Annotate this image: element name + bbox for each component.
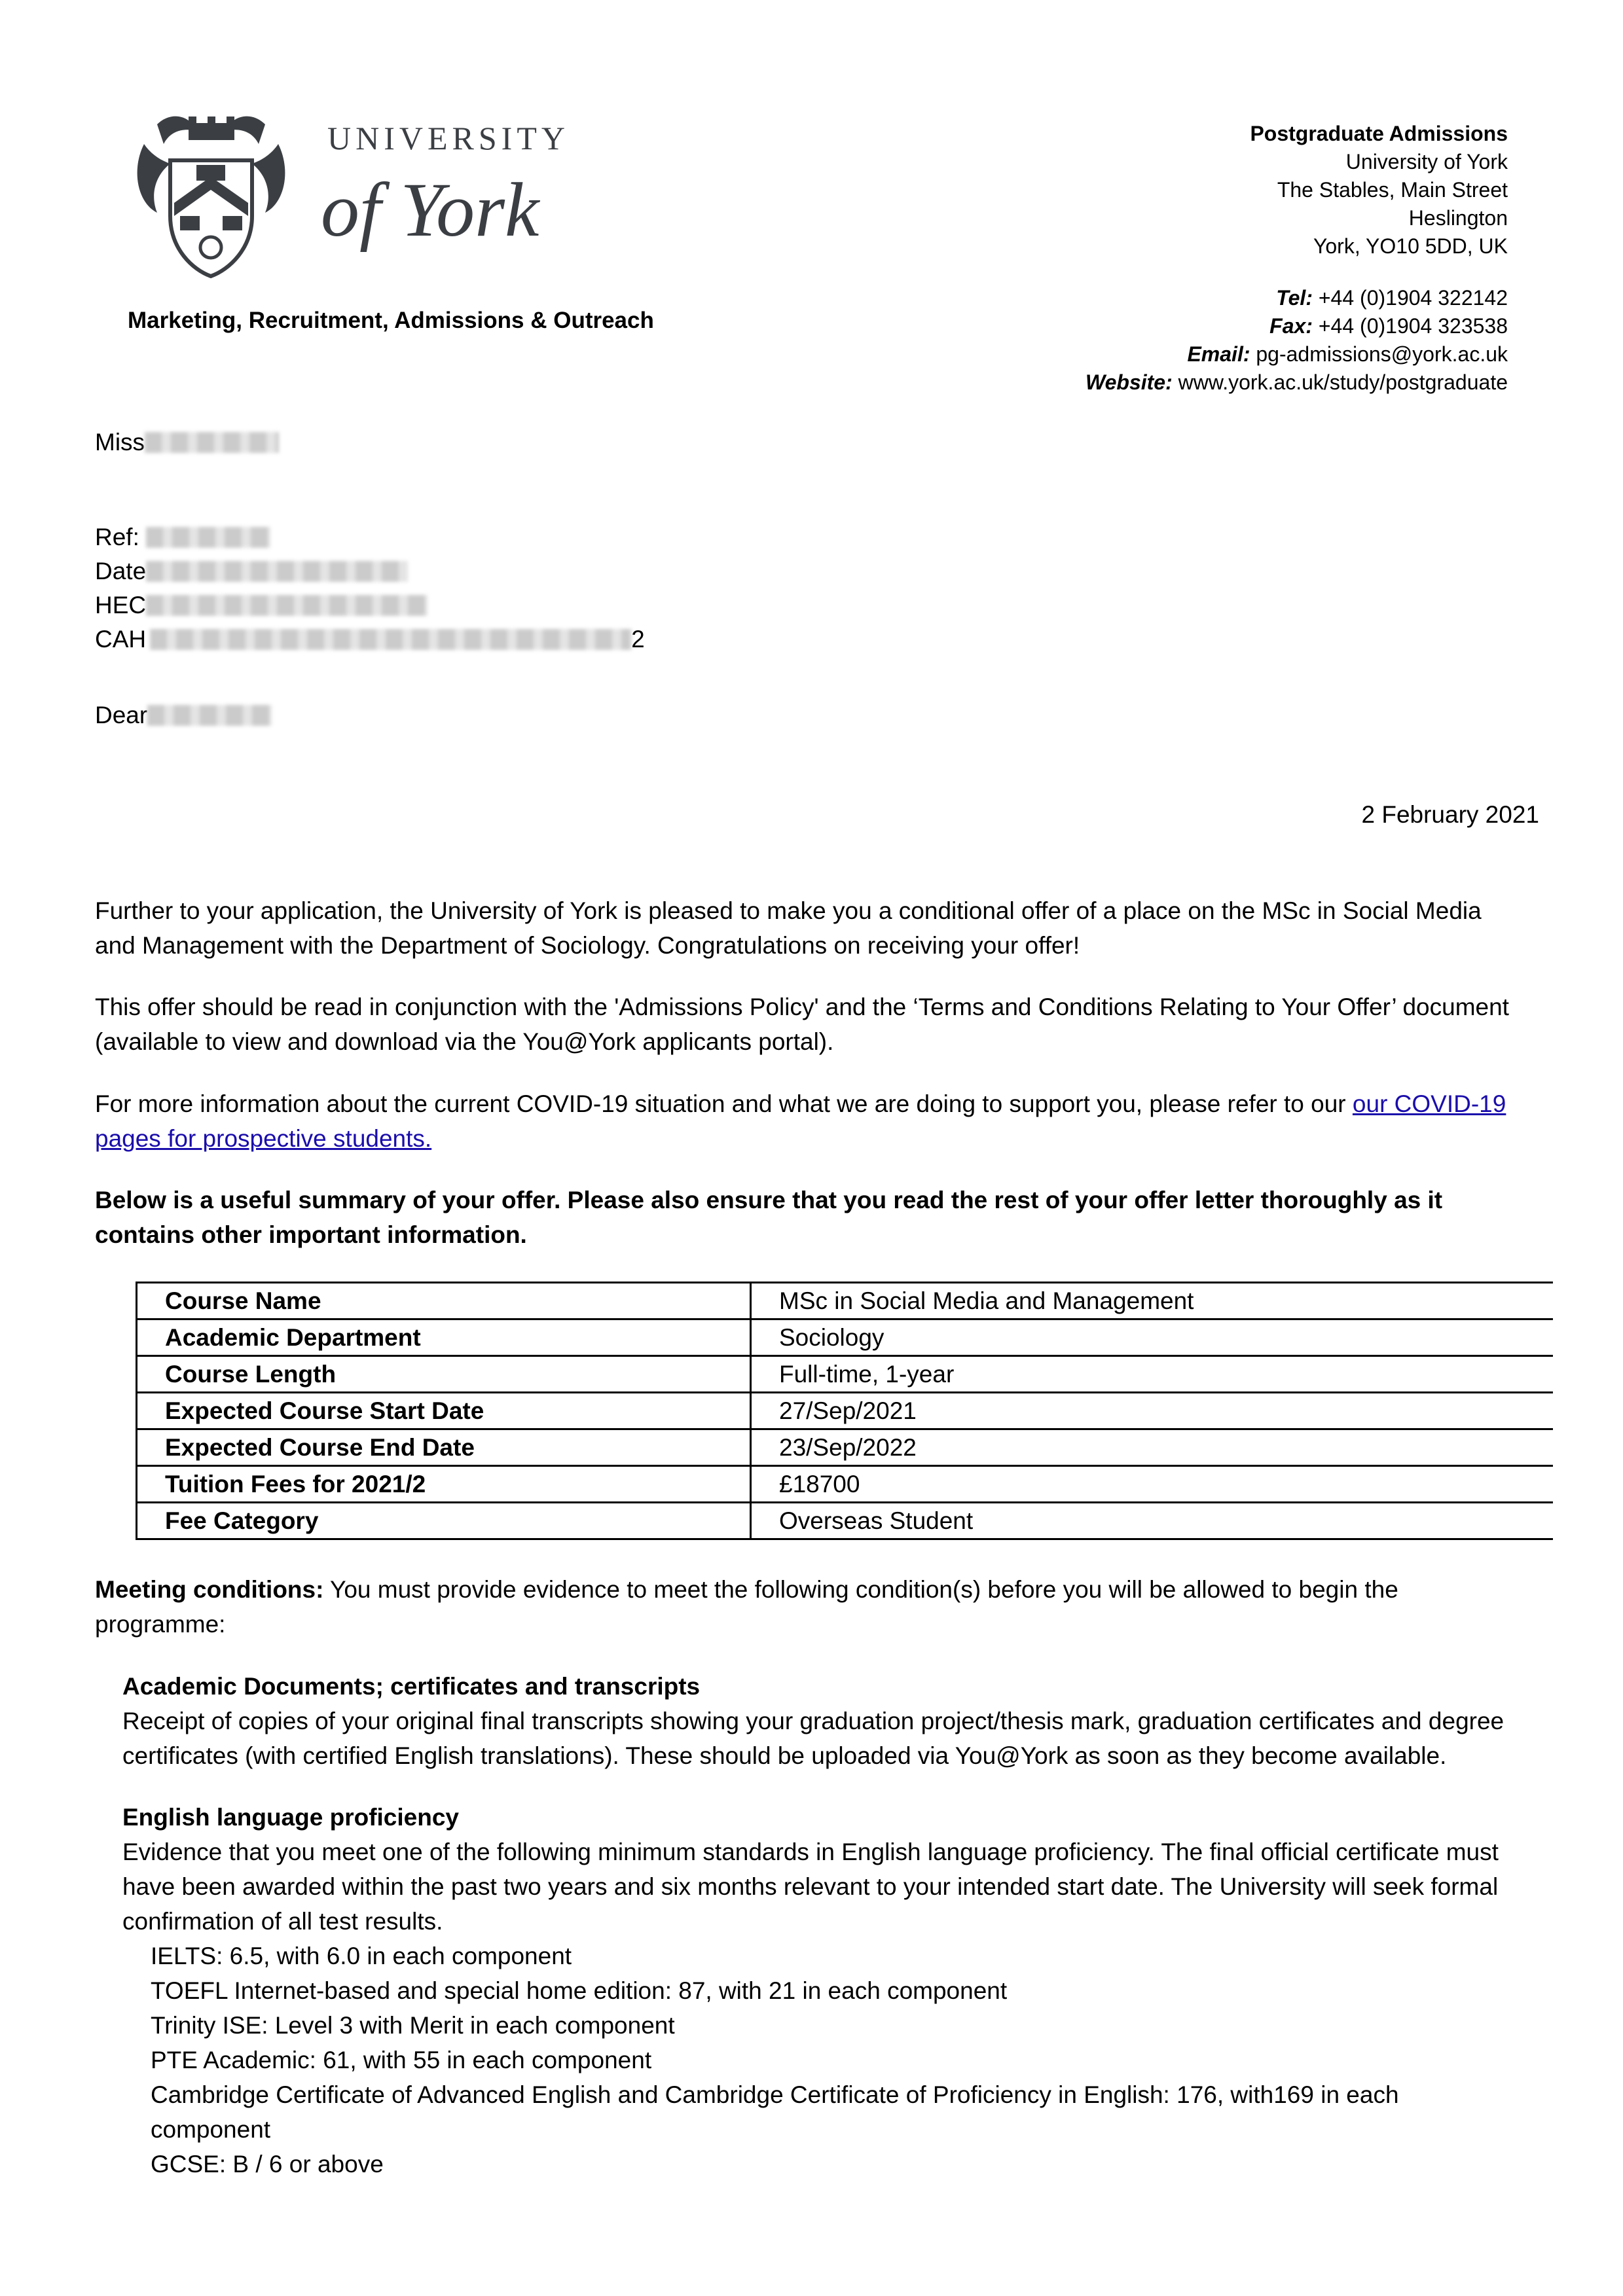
row-value: Full-time, 1-year [751,1356,1554,1393]
letter-date: 2 February 2021 [1361,801,1539,828]
list-item: PTE Academic: 61, with 55 in each component [151,2047,652,2073]
english-condition [122,1800,1517,1939]
address-line: York, YO10 5DD, UK [1313,234,1508,258]
ref-label: Ref: [95,524,139,550]
dear-label: Dear [95,702,148,728]
website-line [1085,368,1508,397]
row-value: 27/Sep/2021 [751,1393,1554,1429]
cah-line [95,626,645,653]
conditions-text: You must provide evidence to meet the following condition(s) before you will be allowed to begin the programme: [95,1576,1398,1638]
list-item: Cambridge Certificate of Advanced English and Cambridge Certificate of Proficiency in English: 176, with169 in each component [151,2081,1399,2143]
tel-label: Tel: [1276,286,1313,310]
hec-line [95,592,428,619]
recipient-name [95,429,279,456]
cah-suffix: 2 [631,626,645,653]
row-label: Fee Category [137,1503,751,1539]
table-row [137,1429,1554,1466]
date-prefix: Date [95,558,147,584]
row-value: Overseas Student [751,1503,1554,1539]
row-label: Expected Course End Date [137,1429,751,1466]
table-row [137,1283,1554,1319]
academic-text: Receipt of copies of your original final transcripts showing your graduation project/thesis mark, graduation certificates and degree certificates (with certified English translations). These should be uploaded via You@York as soon as they become available. [122,1708,1504,1769]
covid-text: For more information about the current COVID-19 situation and what we are doing to support you, please refer to our [95,1090,1353,1117]
email-line [1085,340,1508,368]
logo-line2: of York [321,167,539,253]
table-row [137,1393,1554,1429]
cah-prefix: CAH [95,626,147,653]
address-block [1085,120,1508,397]
table-row [137,1503,1554,1539]
logo-line1: UNIVERSITY [327,120,570,156]
list-item: Trinity ISE: Level 3 with Merit in each component [151,2012,675,2039]
conditions-intro [95,1572,1522,1641]
row-label: Academic Department [137,1319,751,1356]
english-text: Evidence that you meet one of the following minimum standards in English language proficiency. The final official certificate must have been awarded within the past two years and six months relevant to your intended start date. The University will seek formal confirmation of all test results. [122,1839,1499,1935]
dear-line [95,702,272,729]
table-row [137,1319,1554,1356]
redacted-block [146,527,270,548]
redacted-block [150,629,631,650]
row-label: Tuition Fees for 2021/2 [137,1466,751,1503]
redacted-block [146,595,428,616]
covid-pages-link[interactable]: our COVID-19 pages for prospective students. [95,1090,1506,1152]
list-item: GCSE: B / 6 or above [151,2151,384,2178]
summary-intro: Below is a useful summary of your offer. Please also ensure that you read the rest of your offer letter thoroughly as it contains other important information. [95,1187,1443,1248]
fax-line [1085,312,1508,340]
redacted-block [145,432,279,453]
ref-line [95,524,270,551]
tel-line [1085,284,1508,312]
website-label: Website: [1085,370,1173,394]
address-line: Heslington [1408,206,1508,230]
date-of-birth-line [95,558,408,585]
email-value[interactable]: pg-admissions@york.ac.uk [1256,342,1508,366]
website-value[interactable]: www.york.ac.uk/study/postgraduate [1178,370,1508,394]
row-value: £18700 [751,1466,1554,1503]
office-name: Postgraduate Admissions [1250,122,1508,145]
english-requirements-list [151,1939,1512,2181]
hec-prefix: HEC [95,592,147,619]
row-label: Course Name [137,1283,751,1319]
english-title: English language proficiency [122,1804,459,1831]
address-line: University of York [1345,150,1508,173]
table-row [137,1356,1554,1393]
row-value: Sociology [751,1319,1554,1356]
row-label: Expected Course Start Date [137,1393,751,1429]
redacted-block [147,705,272,726]
address-line: The Stables, Main Street [1277,178,1508,202]
policy-paragraph: This offer should be read in conjunction with the 'Admissions Policy' and the ‘Terms and Conditions Relating to Your Offer’ document (available to view and download via the You@York applicants portal). [95,994,1509,1055]
university-logo [131,98,615,288]
title-label: Miss [95,429,145,456]
table-row [137,1466,1554,1503]
row-value: 23/Sep/2022 [751,1429,1554,1466]
covid-paragraph [95,1086,1522,1156]
list-item: TOEFL Internet-based and special home edition: 87, with 21 in each component [151,1977,1008,2004]
fax-label: Fax: [1269,314,1313,338]
list-item: IELTS: 6.5, with 6.0 in each component [151,1943,572,1969]
crest-icon [137,117,285,276]
email-label: Email: [1187,342,1250,366]
department-name: Marketing, Recruitment, Admissions & Outreach [128,308,654,333]
redacted-block [146,561,408,582]
row-value: MSc in Social Media and Management [751,1283,1554,1319]
row-label: Course Length [137,1356,751,1393]
academic-condition [122,1669,1517,1773]
offer-summary-table [136,1282,1553,1540]
fax-value: +44 (0)1904 323538 [1318,314,1508,338]
offer-paragraph: Further to your application, the University of York is pleased to make you a conditional offer of a place on the MSc in Social Media and Management with the Department of Sociology. Congratulations on receiving your offer! [95,897,1482,959]
contact-block [1085,284,1508,397]
conditions-label: Meeting conditions: [95,1576,324,1603]
tel-value: +44 (0)1904 322142 [1318,286,1508,310]
academic-title: Academic Documents; certificates and transcripts [122,1673,701,1700]
